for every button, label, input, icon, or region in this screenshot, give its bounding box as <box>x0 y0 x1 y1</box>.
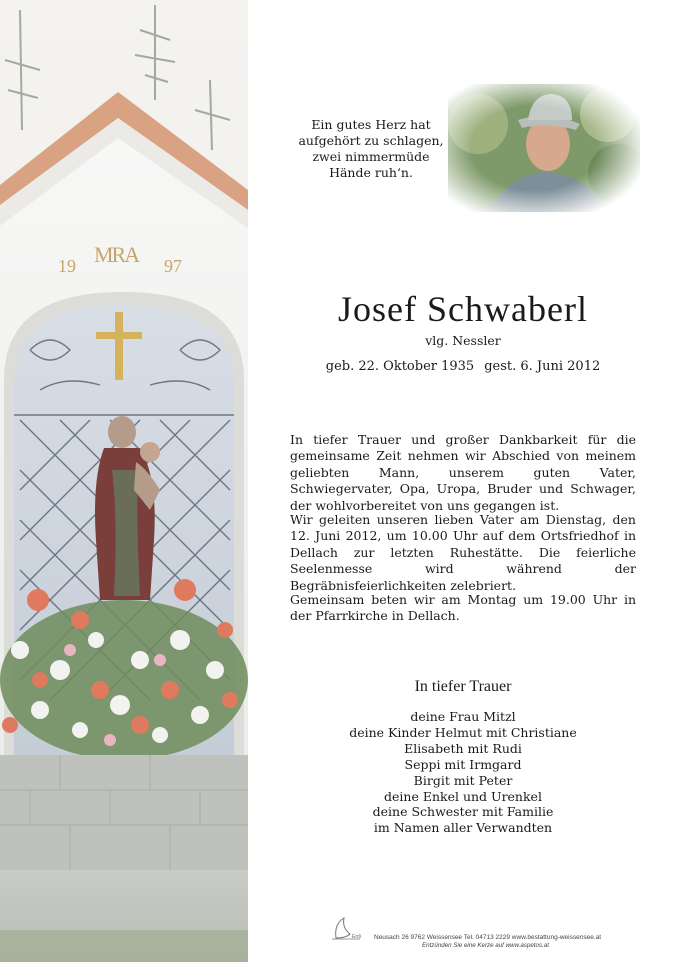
shrine-year-left: 19 <box>58 256 76 276</box>
paragraph-prayer: Gemeinsam beten wir am Montag um 19.00 Uhr in der Pfarrkirche in Dellach. <box>290 592 636 624</box>
funeral-home-logo-icon <box>330 912 372 942</box>
mourner-item: im Namen aller Verwandten <box>373 820 553 836</box>
deceased-nickname: vlg. Nessler <box>425 333 501 348</box>
death-date: gest. 6. Juni 2012 <box>484 359 601 374</box>
logo-text: Erdi <box>352 934 361 940</box>
deceased-name: Josef Schwaberl <box>338 289 588 329</box>
mourner-item: deine Kinder Helmut mit Christiane <box>349 724 577 740</box>
mourner-item: Birgit mit Peter <box>413 772 513 788</box>
footer <box>330 912 640 948</box>
mourning-title: In tiefer Trauer <box>414 678 512 695</box>
mourner-item: deine Enkel und Urenkel <box>384 788 542 804</box>
footer-candle-link[interactable]: Entzünden Sie eine Kerze auf www.aspetos.at <box>422 942 549 949</box>
shrine-year-right: 97 <box>164 256 182 276</box>
mourner-item: deine Schwester mit Familie <box>372 804 554 820</box>
life-dates <box>290 359 636 374</box>
paragraph-funeral: Wir geleiten unseren lieben Vater am Dienstag, den 12. Juni 2012, um 10.00 Uhr auf dem Ortsfriedhof in Dellach zur letzten Ruhestätte. Die feierliche Seelenmesse wird während der Begräbnisfeierlichkeiten zelebriert. <box>290 512 636 593</box>
mourner-item: Elisabeth mit Rudi <box>404 740 522 756</box>
footer-address: Neusach 26 9762 Weissensee Tel. 04713 2229 www.bestattung-weissensee.at <box>374 934 602 941</box>
mourners-list <box>290 709 636 836</box>
mourner-item: deine Frau Mitzl <box>410 709 516 724</box>
birth-date: geb. 22. Oktober 1935 <box>325 359 475 374</box>
mourner-item: Seppi mit Irmgard <box>404 756 522 772</box>
quote: Ein gutes Herz hat aufgehört zu schlagen, zwei nimmermüde Hände ruh‘n. <box>298 117 444 180</box>
shrine-monogram: MRA <box>94 242 139 267</box>
shrine-photo <box>0 0 248 962</box>
portrait-photo <box>448 84 640 212</box>
paragraph-farewell: In tiefer Trauer und großer Dankbarkeit für die gemeinsame Zeit nehmen wir Abschied von meinem geliebten Mann, unserem guten Vater, Schwiegervater, Opa, Uropa, Bruder und Schwager, der wohlvorbereitet von uns gegangen ist. <box>290 432 636 513</box>
